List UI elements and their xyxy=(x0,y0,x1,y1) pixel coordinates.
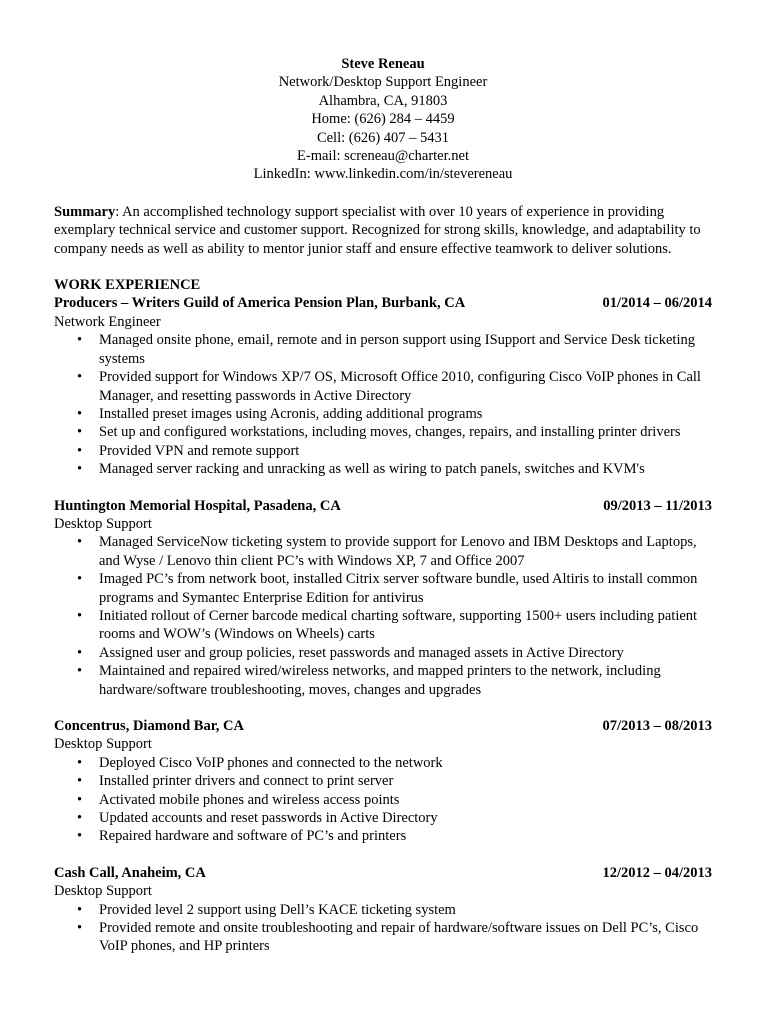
bullet-text: Initiated rollout of Cerner barcode medical charting software, supporting 1500+ users including patient rooms and WOW’s (Windows on Wheels) carts xyxy=(99,607,698,643)
job-dates: 12/2012 – 04/2013 xyxy=(602,864,712,881)
bullet-text: Assigned user and group policies, reset passwords and managed assets in Active Directory xyxy=(99,644,624,661)
bullet-icon: • xyxy=(77,828,83,845)
job-entry xyxy=(54,294,712,478)
list-item xyxy=(54,331,712,368)
job-role: Network Engineer xyxy=(54,313,161,330)
bullet-text: Imaged PC’s from network boot, installed Citrix server software bundle, used Altiris to install common programs and Symantec Enterprise Edition for antivirus xyxy=(99,571,698,606)
list-item xyxy=(54,570,712,607)
bullet-icon: • xyxy=(77,663,83,680)
work-experience-heading: WORK EXPERIENCE xyxy=(54,277,201,294)
home-phone: Home: (626) 284 – 4459 xyxy=(311,111,455,128)
job-role: Desktop Support xyxy=(54,515,152,532)
email: E-mail: screneau@charter.net xyxy=(297,148,469,165)
job-bullet-list xyxy=(54,533,712,699)
job-dates: 09/2013 – 11/2013 xyxy=(603,497,712,514)
bullet-icon: • xyxy=(77,791,83,808)
job-company: Huntington Memorial Hospital, Pasadena, CA xyxy=(54,497,341,514)
job-bullet-list xyxy=(54,331,712,478)
list-item xyxy=(54,607,712,644)
list-item xyxy=(54,901,712,919)
list-item xyxy=(54,368,712,405)
bullet-icon: • xyxy=(77,405,83,422)
address: Alhambra, CA, 91803 xyxy=(318,92,448,109)
list-item xyxy=(54,533,712,570)
bullet-text: Updated accounts and reset passwords in Active Directory xyxy=(99,810,438,827)
list-item xyxy=(54,919,712,956)
cell-phone: Cell: (626) 407 – 5431 xyxy=(316,129,450,146)
linkedin: LinkedIn: www.linkedin.com/in/stevereneau xyxy=(253,166,513,183)
bullet-icon: • xyxy=(77,332,83,349)
job-company: Concentrus, Diamond Bar, CA xyxy=(54,718,244,734)
work-experience-list xyxy=(54,294,712,955)
bullet-text: Set up and configured workstations, including moves, changes, repairs, and installing printer drivers xyxy=(99,424,681,441)
job-dates: 01/2014 – 06/2014 xyxy=(602,295,712,312)
job-header xyxy=(54,497,712,515)
bullet-text: Installed preset images using Acronis, adding additional programs xyxy=(99,405,483,422)
list-item xyxy=(54,791,712,809)
bullet-icon: • xyxy=(77,901,83,918)
bullet-icon: • xyxy=(77,920,83,937)
job-role: Desktop Support xyxy=(54,883,152,900)
summary-paragraph xyxy=(54,203,712,258)
summary-label: Summary xyxy=(54,203,116,220)
bullet-icon: • xyxy=(77,534,83,551)
list-item xyxy=(54,827,712,845)
resume-page xyxy=(54,55,712,956)
bullet-icon: • xyxy=(77,644,83,661)
bullet-icon: • xyxy=(77,571,83,588)
job-header xyxy=(54,294,712,312)
job-header xyxy=(54,864,712,882)
bullet-text: Maintained and repaired wired/wireless networks, and mapped printers to the network, including hardware/software troubleshooting, moves, changes and upgrades xyxy=(99,663,661,698)
job-company: Producers – Writers Guild of America Pension Plan, Burbank, CA xyxy=(54,295,466,312)
bullet-text: Managed onsite phone, email, remote and in person support using ISupport and Service Desk ticketing systems xyxy=(99,332,695,367)
job-bullet-list xyxy=(54,754,712,846)
summary-text: : An accomplished technology support specialist with over 10 years of experience in providing exemplary technical service and customer support. Recognized for strong skills, knowledge, and adaptability to company needs as well as ability to mentor junior staff and ensure effective teamwork to deliver solutions. xyxy=(54,203,701,257)
bullet-text: Provided support for Windows XP/7 OS, Microsoft Office 2010, configuring Cisco VoIP phones in Call Manager, and resetting passwords in Active Directory xyxy=(99,369,701,404)
list-item xyxy=(54,460,712,478)
bullet-text: Managed server racking and unracking as well as wiring to patch panels, switches and KVM's xyxy=(99,461,645,478)
job-company: Cash Call, Anaheim, CA xyxy=(54,864,206,881)
list-item xyxy=(54,772,712,790)
resume-header xyxy=(54,55,712,184)
job-header xyxy=(54,717,712,735)
bullet-text: Repaired hardware and software of PC’s and printers xyxy=(99,828,407,845)
bullet-icon: • xyxy=(77,773,83,790)
list-item xyxy=(54,644,712,662)
job-role: Desktop Support xyxy=(54,736,152,753)
bullet-icon: • xyxy=(77,369,83,386)
list-item xyxy=(54,809,712,827)
list-item xyxy=(54,662,712,699)
job-bullet-list xyxy=(54,901,712,956)
bullet-icon: • xyxy=(77,754,83,771)
bullet-text: Provided level 2 support using Dell’s KACE ticketing system xyxy=(99,901,456,918)
bullet-icon: • xyxy=(77,461,83,478)
bullet-text: Installed printer drivers and connect to print server xyxy=(99,773,394,790)
bullet-icon: • xyxy=(77,424,83,441)
bullet-text: Managed ServiceNow ticketing system to provide support for Lenovo and IBM Desktops and Laptops, and Wyse / Lenovo thin client PC’s with Windows XP, 7 and Office 2007 xyxy=(99,534,697,569)
job-dates: 07/2013 – 08/2013 xyxy=(602,718,712,734)
job-entry xyxy=(54,864,712,956)
bullet-text: Activated mobile phones and wireless access points xyxy=(99,791,400,808)
job-title: Network/Desktop Support Engineer xyxy=(278,74,488,91)
candidate-name: Steve Reneau xyxy=(341,56,425,72)
bullet-icon: • xyxy=(77,810,83,827)
job-entry xyxy=(54,497,712,699)
bullet-text: Deployed Cisco VoIP phones and connected to the network xyxy=(99,754,443,771)
bullet-text: Provided VPN and remote support xyxy=(99,442,300,459)
list-item xyxy=(54,754,712,772)
job-entry xyxy=(54,717,712,846)
list-item xyxy=(54,442,712,460)
list-item xyxy=(54,405,712,423)
list-item xyxy=(54,423,712,441)
bullet-icon: • xyxy=(77,607,83,624)
bullet-text: Provided remote and onsite troubleshooting and repair of hardware/software issues on Dell PC’s, Cisco VoIP phones, and HP printers xyxy=(99,920,699,955)
bullet-icon: • xyxy=(77,442,83,459)
